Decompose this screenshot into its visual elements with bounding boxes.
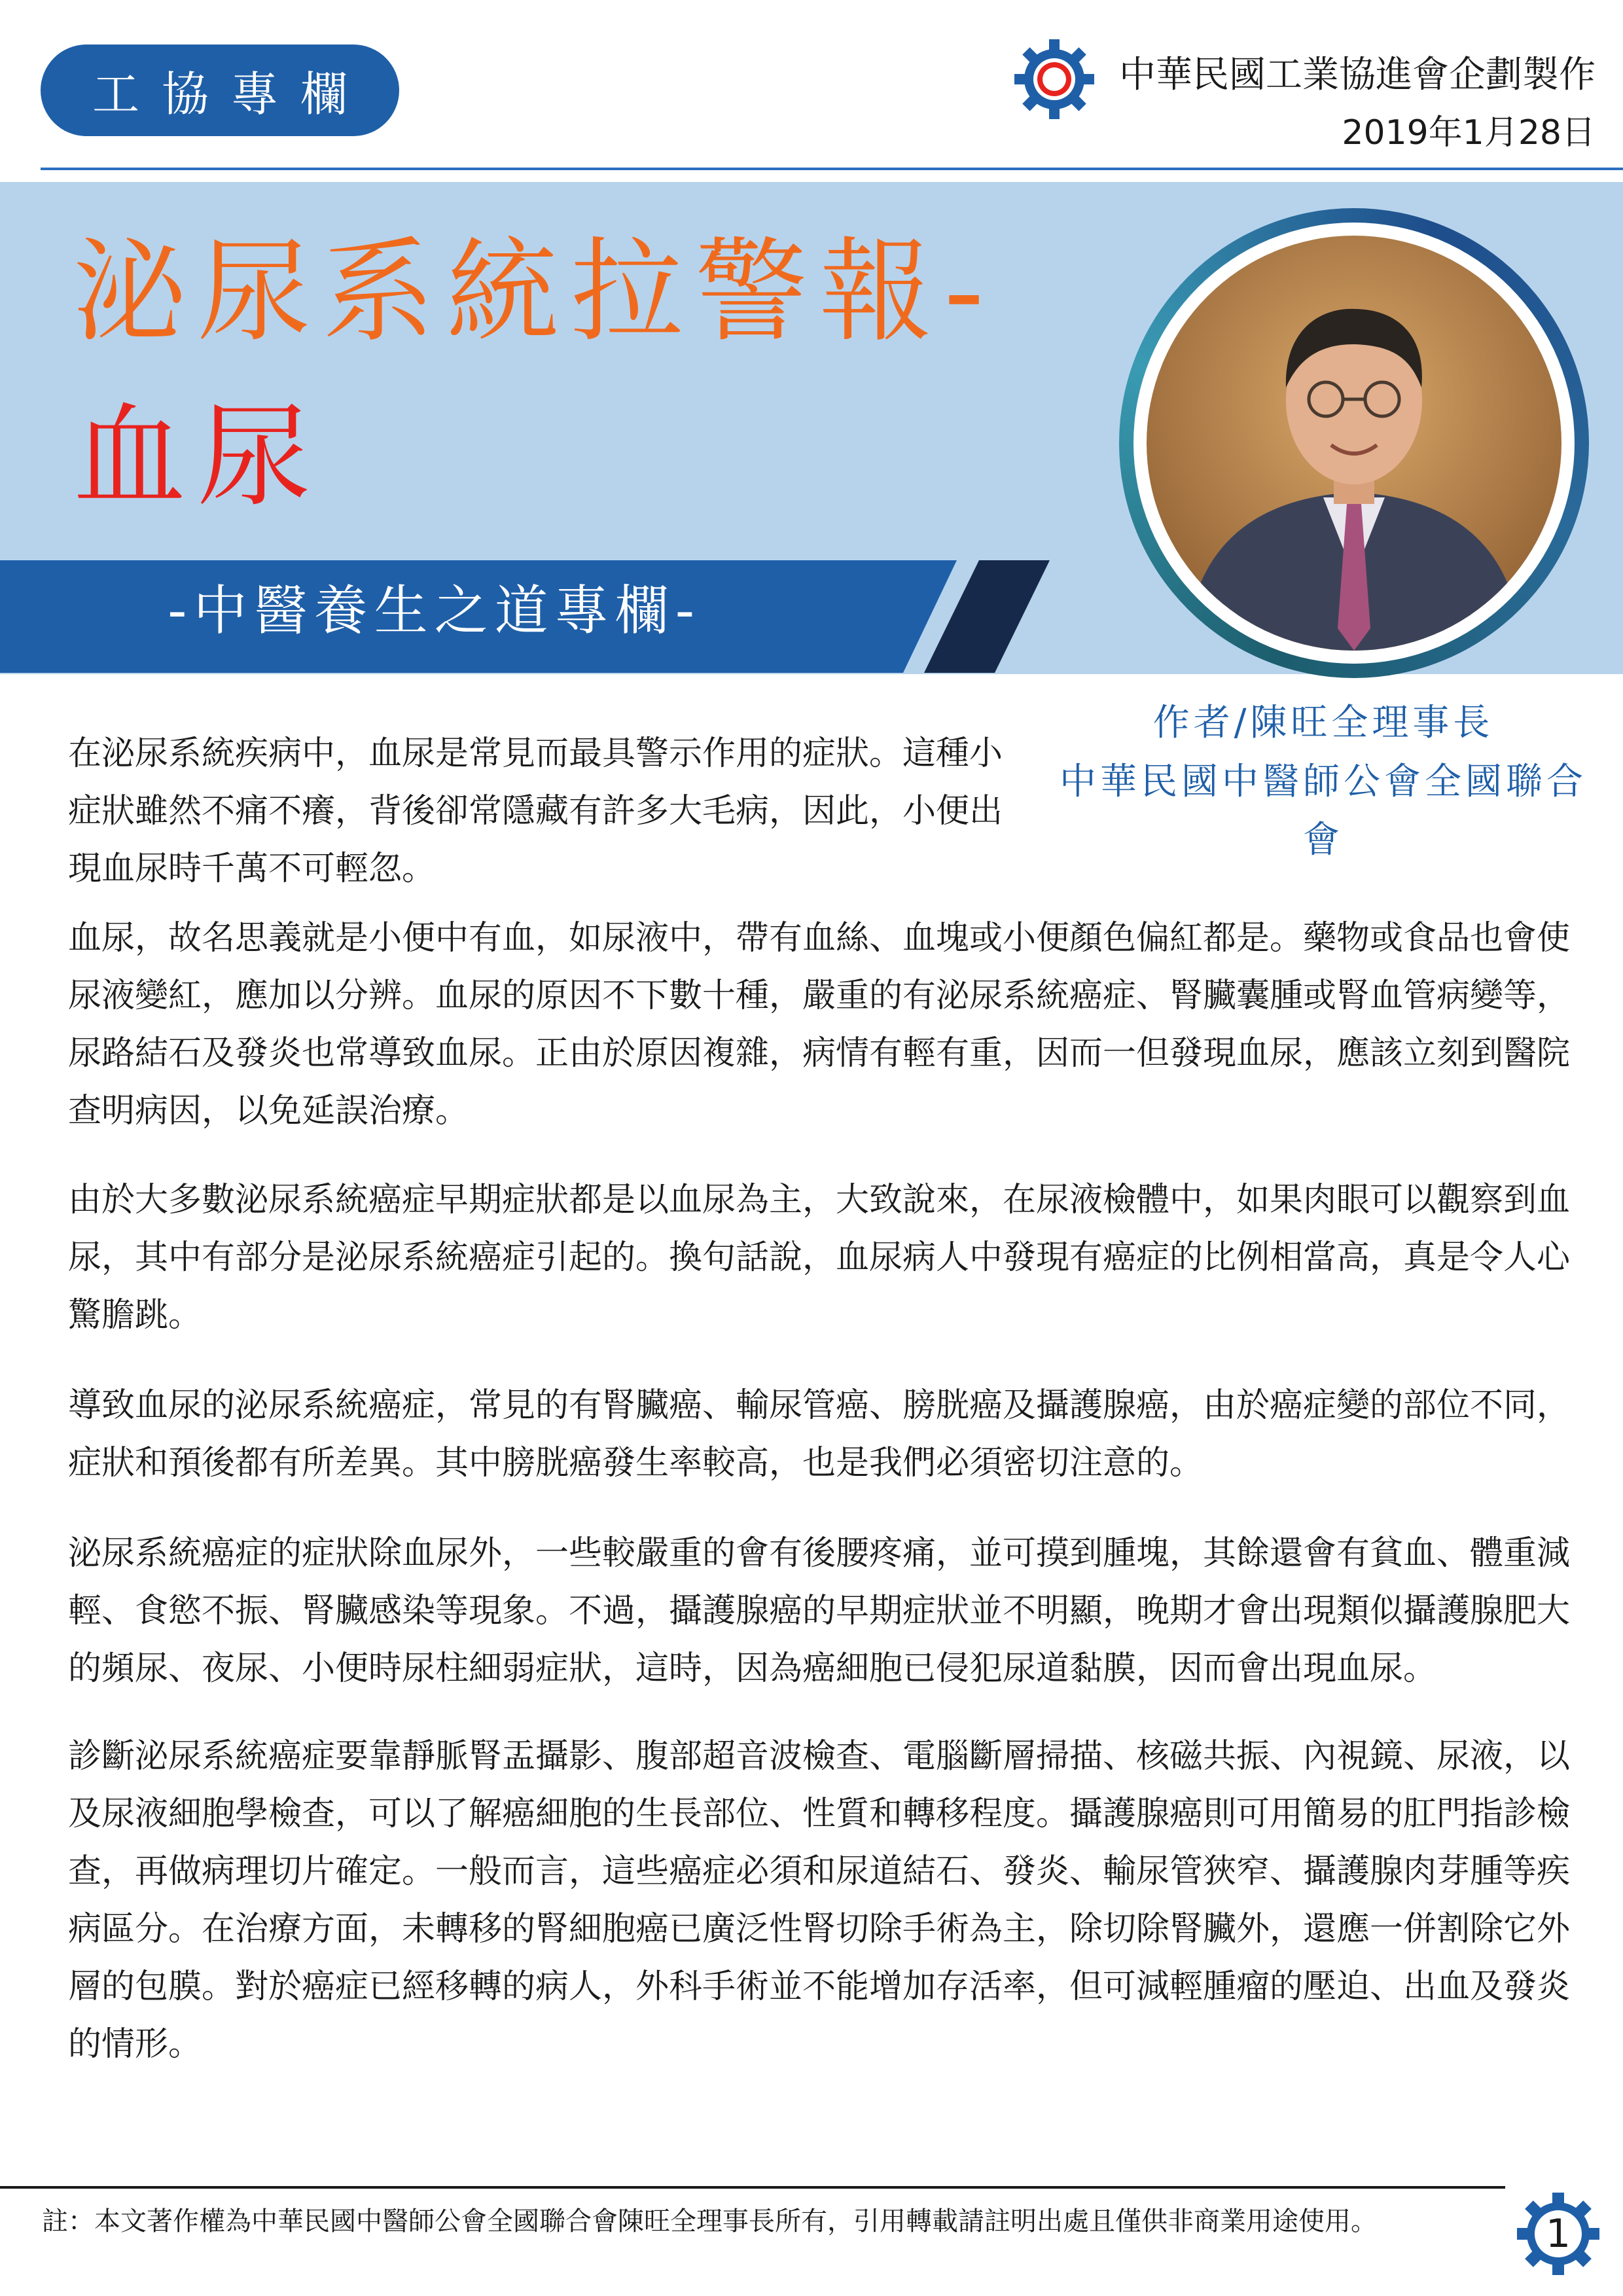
body-paragraph: 導致血尿的泌尿系統癌症，常見的有腎臟癌、輸尿管癌、膀胱癌及攝護腺癌，由於癌症變的部位不同，症狀和預後都有所差異。其中膀胱癌發生率較高，也是我們必須密切注意的。 (68, 1386, 1571, 1482)
author-organization: 中華民國中醫師公會全國聯合會 (1060, 760, 1587, 862)
author-name: 作者/陳旺全理事長 (1152, 702, 1494, 744)
body-paragraph: 泌尿系統癌症的症狀除血尿外，一些較嚴重的會有後腰疼痛，並可摸到腫塊，其餘還會有貧血、體重減輕、食慾不振、腎臟感染等現象。不過，攝護腺癌的早期症狀並不明顯，晚期才會出現類似攝護腺肥大的頻尿、夜尿、小便時尿柱細弱症狀，這時，因為癌細胞已侵犯尿道黏膜，因而會出現血尿。 (68, 1534, 1571, 1688)
author-credit (1055, 694, 1592, 870)
article-title-line2: 血尿 (73, 391, 322, 522)
body-paragraph: 血尿，故名思義就是小便中有血，如尿液中，帶有血絲、血塊或小便顏色偏紅都是。藥物或食品也會使尿液變紅，應加以分辨。血尿的原因不下數十種，嚴重的有泌尿系統癌症、腎臟囊腫或腎血管病變等，尿路結石及發炎也常導致血尿。正由於原因複雜，病情有輕有重，因而一但發現血尿，應該立刻到醫院查明病因，以免延誤治療。 (68, 919, 1571, 1130)
author-portrait (1147, 236, 1561, 651)
body-paragraph: 由於大多數泌尿系統癌症早期症狀都是以血尿為主，大致說來，在尿液檢體中，如果肉眼可以觀察到血尿，其中有部分是泌尿系統癌症引起的。換句話說，血尿病人中發現有癌症的比例相當高，真是令人心驚膽跳。 (68, 1181, 1571, 1335)
gear-logo-icon (1013, 38, 1096, 120)
article-subtitle: -中醫養生之道專欄- (168, 580, 702, 642)
copyright-note: 註：本文著作權為中華民國中醫師公會全國聯合會陳旺全理事長所有，引用轉載請註明出處且僅供非商業用途使用。 (42, 2206, 1377, 2236)
body-paragraph: 診斷泌尿系統癌症要靠靜脈腎盂攝影、腹部超音波檢查、電腦斷層掃描、核磁共振、內視鏡、尿液，以及尿液細胞學檢查，可以了解癌細胞的生長部位、性質和轉移程度。攝護腺癌則可用簡易的肛門指診檢查，再做病理切片確定。一般而言，這些癌症必須和尿道結石、發炎、輸尿管狹窄、攝護腺肉芽腫等疾病區分。在治療方面，未轉移的腎細胞癌已廣泛性腎切除手術為主，除切除腎臟外，還應一併割除它外層的包膜。對於癌症已經移轉的病人，外科手術並不能增加存活率，但可減輕腫瘤的壓迫、出血及發炎的情形。 (68, 1737, 1571, 2064)
header-divider (41, 168, 1623, 170)
article-title-line1: 泌尿系統拉警報- (73, 226, 997, 357)
page-number: 1 (1545, 2211, 1571, 2257)
footer-divider (0, 2186, 1505, 2189)
column-tag: 工協專欄 (41, 45, 399, 136)
producer-label: 中華民國工業協進會企劃製作 (1119, 54, 1596, 96)
body-paragraph: 在泌尿系統疾病中，血尿是常見而最具警示作用的症狀。這種小症狀雖然不痛不癢，背後卻常隱藏有許多大毛病，因此，小便出現血尿時千萬不可輕忽。 (68, 734, 1003, 888)
publish-date: 2019年1月28日 (1342, 113, 1596, 152)
